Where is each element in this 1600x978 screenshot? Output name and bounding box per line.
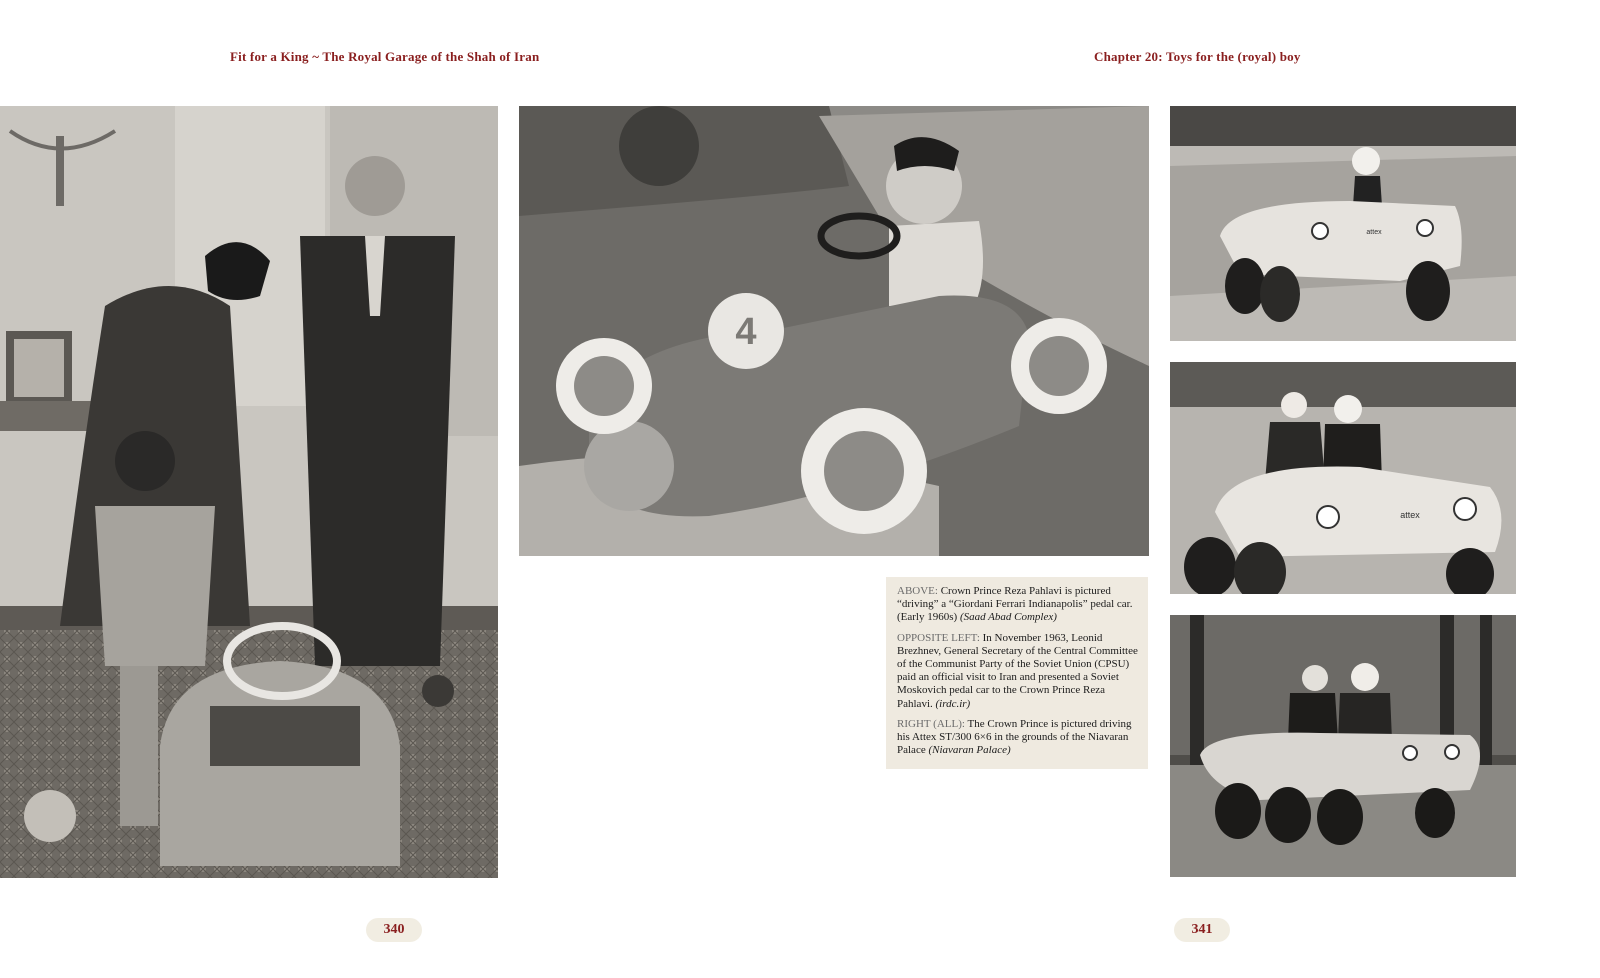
running-head-left: Fit for a King ~ The Royal Garage of the Shah of Iran [230, 49, 540, 64]
caption-label-above: ABOVE: [897, 585, 938, 597]
page-number-left: 340 [366, 918, 422, 942]
caption-text-opposite-left: In November 1963, Leonid Brezhnev, General Secretary of the Central Committee of the Communist Party of the Soviet Union (CPSU) paid an official visit to Iran and presented a Soviet Moskovich pedal car to the Crown Prince Reza Pahlavi. [897, 631, 1138, 710]
caption-label-right-all: RIGHT (ALL): [897, 717, 965, 730]
caption-label-opposite-left: OPPOSITE LEFT: [897, 631, 980, 644]
caption-credit-above: (Saad Abad Complex) [959, 611, 1057, 624]
photo-ferrari-pedal-car [519, 106, 1149, 556]
photo-attex-1 [1170, 106, 1516, 341]
photo-attex-3 [1170, 615, 1516, 877]
page-number-right: 341 [1174, 918, 1230, 942]
caption-box [886, 577, 1148, 769]
caption-text-above: Crown Prince Reza Pahlavi is pictured “driving” a “Giordani Ferrari Indianapolis” pedal car. (Early 1960s) [897, 585, 1133, 624]
caption-above [897, 585, 1138, 625]
race-number-label: 4 [735, 311, 757, 353]
caption-right-all [897, 718, 1138, 758]
caption-opposite-left [897, 632, 1138, 711]
caption-credit-opposite-left: (irdc.ir) [935, 697, 971, 710]
caption-credit-right-all: (Niavaran Palace) [928, 744, 1011, 757]
photo-attex-2 [1170, 362, 1516, 594]
caption-text-right-all: The Crown Prince is pictured driving his Attex ST/300 6×6 in the grounds of the Niavaran Palace [897, 717, 1132, 757]
running-head-right: Chapter 20: Toys for the (royal) boy [1094, 49, 1301, 64]
photo-royal-family-pedal-car [0, 106, 498, 878]
attex-badge-1: attex [1366, 229, 1382, 236]
attex-badge-2: attex [1400, 510, 1420, 520]
